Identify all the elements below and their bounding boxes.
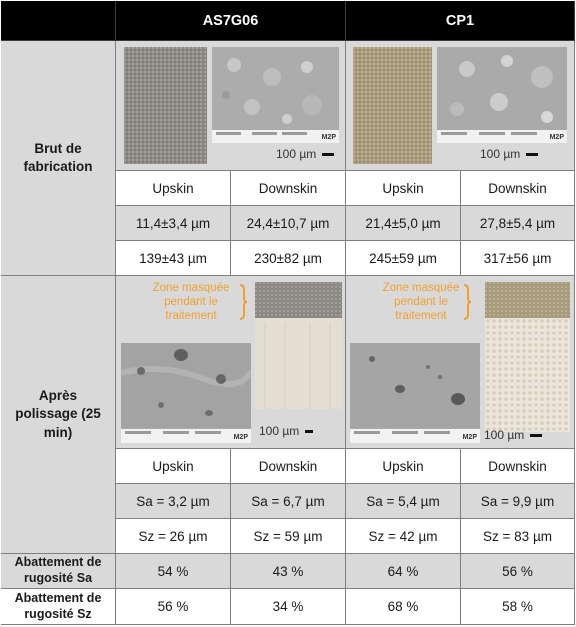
polish-sa-as7g06-upskin: Sa = 3,2 µm — [116, 484, 231, 519]
polish-sa-cp1-downskin: Sa = 9,9 µm — [461, 484, 575, 519]
polish-sz-as7g06-upskin: Sz = 26 µm — [116, 519, 231, 554]
polish-cp1-macro-photo — [485, 282, 570, 432]
header-cp1: CP1 — [346, 1, 575, 41]
abatt-sz-cp1-downskin: 58 % — [461, 589, 575, 625]
brut-as7g06-image-cell — [116, 41, 346, 171]
row-label-abatt-sz: Abattement de rugosité Sz — [1, 589, 116, 625]
header-empty-cell — [1, 1, 116, 41]
brace-icon — [462, 284, 472, 320]
brut-sz-cp1-downskin: 317±56 µm — [461, 241, 575, 276]
results-table — [1, 1, 575, 625]
polish-sz-cp1-downskin: Sz = 83 µm — [461, 519, 575, 554]
abatt-sa-cp1-downskin: 56 % — [461, 554, 575, 589]
scale-bar-line — [305, 430, 313, 433]
polish-subheader-as7g06-downskin: Downskin — [231, 449, 346, 484]
polish-subheader-cp1-upskin: Upskin — [346, 449, 461, 484]
polish-cp1-sem-image — [350, 343, 480, 443]
polish-as7g06-macro-photo — [255, 282, 342, 409]
scale-bar-brut-cp1: 100 µm — [480, 147, 538, 161]
brut-sz-as7g06-upskin: 139±43 µm — [116, 241, 231, 276]
abatt-sz-as7g06-upskin: 56 % — [116, 589, 231, 625]
abatt-sz-as7g06-downskin: 34 % — [231, 589, 346, 625]
brut-subheader-as7g06-downskin: Downskin — [231, 171, 346, 206]
brut-subheader-as7g06-upskin: Upskin — [116, 171, 231, 206]
scale-bar-line — [530, 434, 542, 437]
polish-sa-as7g06-downskin: Sa = 6,7 µm — [231, 484, 346, 519]
polish-subheader-cp1-downskin: Downskin — [461, 449, 575, 484]
scale-bar-line — [322, 153, 334, 156]
abatt-sz-cp1-upskin: 68 % — [346, 589, 461, 625]
polish-sa-cp1-upskin: Sa = 5,4 µm — [346, 484, 461, 519]
brut-cp1-sem-image — [437, 47, 567, 143]
row-label-brut: Brut de fabrication — [1, 41, 116, 276]
polish-cp1-image-cell — [346, 276, 575, 449]
scale-bar-polish-cp1: 100 µm — [484, 428, 542, 442]
polish-sz-cp1-upskin: Sz = 42 µm — [346, 519, 461, 554]
sem-logo: M2P — [462, 434, 477, 441]
brut-subheader-cp1-upskin: Upskin — [346, 171, 461, 206]
mask-note-as7g06: Zone masquée pendant le traitement — [152, 282, 230, 322]
row-label-polish: Après polissage (25 min) — [1, 276, 116, 554]
polish-subheader-as7g06-upskin: Upskin — [116, 449, 231, 484]
brut-sz-cp1-upskin: 245±59 µm — [346, 241, 461, 276]
abatt-sa-as7g06-upskin: 54 % — [116, 554, 231, 589]
abatt-sa-cp1-upskin: 64 % — [346, 554, 461, 589]
header-as7g06: AS7G06 — [116, 1, 346, 41]
scale-bar-polish-as7g06: 100 µm — [259, 424, 313, 438]
polish-sz-as7g06-downskin: Sz = 59 µm — [231, 519, 346, 554]
brace-icon — [238, 284, 248, 320]
brut-sa-cp1-downskin: 27,8±5,4 µm — [461, 206, 575, 241]
sem-logo: M2P — [549, 134, 564, 141]
sem-logo: M2P — [321, 134, 336, 141]
polish-as7g06-sem-image — [121, 343, 251, 443]
brut-sa-as7g06-downskin: 24,4±10,7 µm — [231, 206, 346, 241]
mask-note-cp1: Zone masquée pendant le traitement — [382, 282, 460, 322]
brut-cp1-macro-photo — [353, 47, 432, 164]
brut-sz-as7g06-downskin: 230±82 µm — [231, 241, 346, 276]
brut-sa-as7g06-upskin: 11,4±3,4 µm — [116, 206, 231, 241]
brut-subheader-cp1-downskin: Downskin — [461, 171, 575, 206]
brut-sa-cp1-upskin: 21,4±5,0 µm — [346, 206, 461, 241]
row-label-abatt-sa: Abattement de rugosité Sa — [1, 554, 116, 589]
abatt-sa-as7g06-downskin: 43 % — [231, 554, 346, 589]
brut-as7g06-macro-photo — [124, 47, 207, 164]
scale-bar-line — [526, 153, 538, 156]
brut-as7g06-sem-image — [212, 47, 339, 143]
brut-cp1-image-cell — [346, 41, 575, 171]
scale-bar-brut-as7g06: 100 µm — [276, 147, 334, 161]
sem-logo: M2P — [233, 434, 248, 441]
polish-as7g06-image-cell — [116, 276, 346, 449]
